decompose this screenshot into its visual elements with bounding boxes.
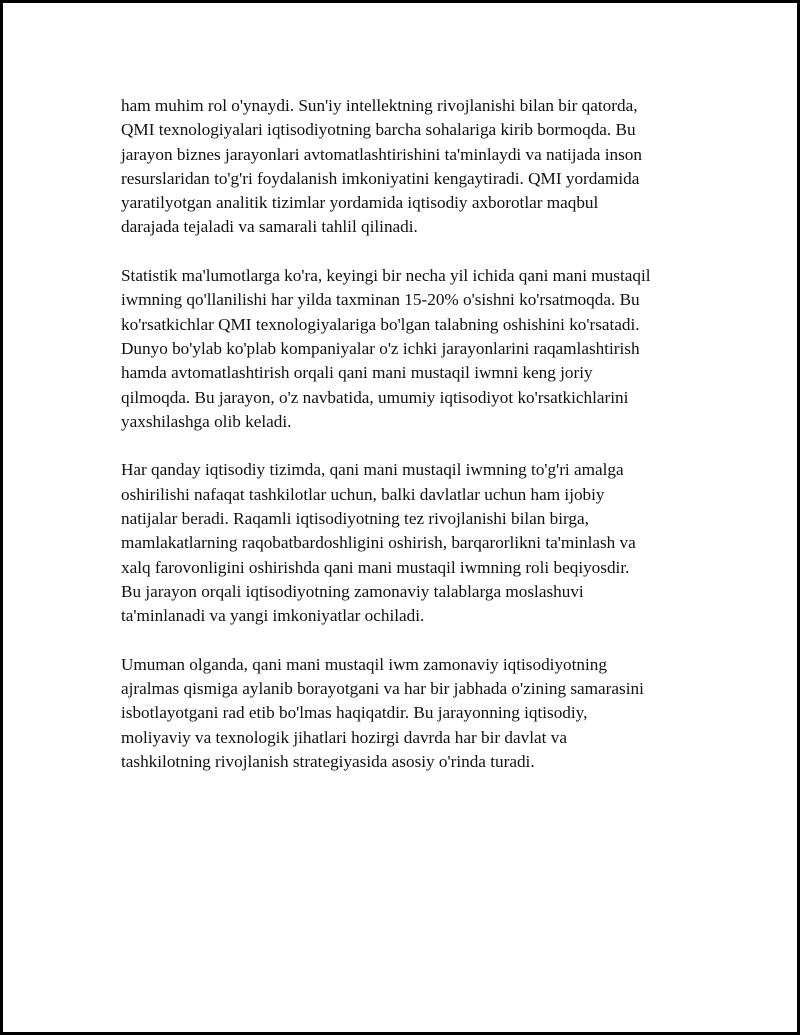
paragraph-2 bbox=[121, 264, 701, 434]
text-line: hamda avtomatlashtirish orqali qani mani mustaqil iwmni keng joriy bbox=[121, 363, 593, 383]
text-line: Umuman olganda, qani mani mustaqil iwm zamonaviy iqtisodiyotning bbox=[121, 654, 607, 674]
text-line: ajralmas qismiga aylanib borayotgani va har bir jabhada o'zining samarasini bbox=[121, 679, 644, 699]
text-line: yaxshilashga olib keladi. bbox=[121, 411, 292, 431]
paragraph-4 bbox=[121, 653, 701, 774]
text-line: QMI texnologiyalari iqtisodiyotning barcha sohalariga kirib bormoqda. Bu bbox=[121, 120, 636, 140]
document-body bbox=[121, 94, 701, 799]
text-line: iwmning qo'llanilishi har yilda taxminan 15-20% o'sishni ko'rsatmoqda. Bu bbox=[121, 290, 640, 310]
text-line: Bu jarayon orqali iqtisodiyotning zamonaviy talablarga moslashuvi bbox=[121, 581, 584, 601]
text-line: ham muhim rol o'ynaydi. Sun'iy intellektning rivojlanishi bilan bir qatorda, bbox=[121, 96, 638, 115]
text-line: natijalar beradi. Raqamli iqtisodiyotning tez rivojlanishi bilan birga, bbox=[121, 509, 589, 529]
paragraph-3 bbox=[121, 458, 701, 628]
text-line: qilmoqda. Bu jarayon, o'z navbatida, umumiy iqtisodiyot ko'rsatkichlarini bbox=[121, 387, 629, 407]
text-line: yaratilyotgan analitik tizimlar yordamida iqtisodiy axborotlar maqbul bbox=[121, 193, 599, 213]
text-line: Dunyo bo'ylab ko'plab kompaniyalar o'z ichki jarayonlarini raqamlashtirish bbox=[121, 338, 640, 358]
text-line: xalq farovonligini oshirishda qani mani mustaqil iwmning roli beqiyosdir. bbox=[121, 557, 630, 577]
text-line: Har qanday iqtisodiy tizimda, qani mani mustaqil iwmning to'g'ri amalga bbox=[121, 460, 624, 480]
text-line: ta'minlanadi va yangi imkoniyatlar ochiladi. bbox=[121, 606, 425, 626]
paragraph-1 bbox=[121, 94, 701, 240]
text-line: jarayon biznes jarayonlari avtomatlashtirishini ta'minlaydi va natijada inson bbox=[121, 144, 642, 164]
text-line: ko'rsatkichlar QMI texnologiyalariga bo'lgan talabning oshishini ko'rsatadi. bbox=[121, 314, 640, 334]
text-line: resurslaridan to'g'ri foydalanish imkoniyatini kengaytiradi. QMI yordamida bbox=[121, 168, 640, 188]
text-line: tashkilotning rivojlanish strategiyasida asosiy o'rinda turadi. bbox=[121, 752, 535, 772]
text-line: mamlakatlarning raqobatbardoshligini oshirish, barqarorlikni ta'minlash va bbox=[121, 533, 636, 553]
text-line: moliyaviy va texnologik jihatlari hozirgi davrda har bir davlat va bbox=[121, 727, 567, 747]
text-line: Statistik ma'lumotlarga ko'ra, keyingi bir necha yil ichida qani mani mustaqil bbox=[121, 266, 651, 286]
text-line: isbotlayotgani rad etib bo'lmas haqiqatdir. Bu jarayonning iqtisodiy, bbox=[121, 703, 588, 723]
text-line: oshirilishi nafaqat tashkilotlar uchun, balki davlatlar uchun ham ijobiy bbox=[121, 484, 605, 504]
text-line: darajada tejaladi va samarali tahlil qilinadi. bbox=[121, 217, 418, 237]
